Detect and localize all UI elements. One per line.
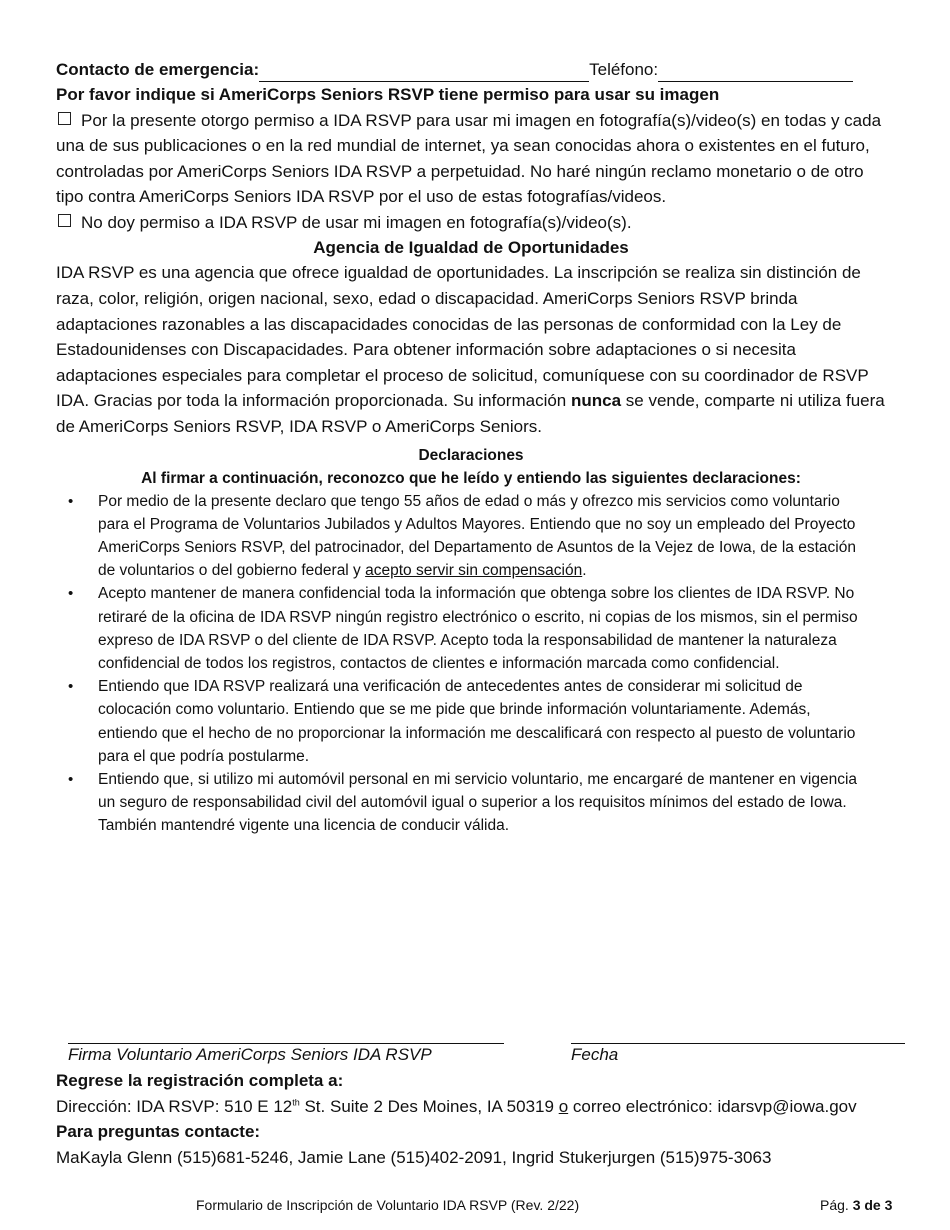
signature-line[interactable] (68, 1043, 504, 1044)
declaration-1-underlined: acepto servir sin compensación (365, 562, 583, 580)
grant-text: Por la presente otorgo permiso a IDA RSVP para usar mi imagen en fotografía(s)/video(s) en todas y cada una de sus publicaciones o en la red mundial de internet, ya sean conocidas ahora o existentes en el futuro, controladas por AmeriCorps Seniors IDA RSVP a perpetuidad. No haré ningún reclamo monetario o de otro tipo contra AmeriCorps Seniors IDA RSVP por el uso de estas fotografías/videos. (56, 110, 882, 207)
return-heading: Regrese la registración completa a: (56, 1071, 344, 1090)
page-prefix: Pág. (820, 1197, 853, 1213)
eo-text-after: se vende, comparte ni utiliza fuera de AmeriCorps Seniors RSVP, IDA RSVP o AmeriCorps Seniors. (56, 391, 885, 437)
declaration-item (56, 768, 886, 838)
document-page (56, 56, 886, 838)
emergency-contact-field[interactable] (259, 61, 589, 82)
bullet-icon: • (68, 585, 74, 603)
questions-contacts: MaKayla Glenn (515)681-5246, Jamie Lane (515)402-2091, Ingrid Stukerjurgen (515)975-3063 (56, 1147, 772, 1167)
equal-opportunity-text (56, 260, 886, 439)
declaration-2-text: Acepto mantener de manera confidencial toda la información que obtenga sobre los clientes de IDA RSVP. No retiraré de la oficina de IDA RSVP ningún registro electrónico o escrito, ni copias de los mismos, sin el permiso expreso de IDA RSVP o del cliente de IDA RSVP. Acepto toda la responsabilidad de mantener la naturaleza confidencial de todos los registros, contactos de clientes e información marcada como confidencial. (98, 585, 858, 673)
contact-info-section (56, 1068, 916, 1170)
eo-text-before: IDA RSVP es una agencia que ofrece igualdad de oportunidades. La inscripción se realiza sin distinción de raza, color, religión, origen nacional, sexo, edad o discapacidad. AmeriCorps Seniors RSVP brinda adaptaciones razonables a las discapacidades conocidas de las personas de conformidad con la Ley de Estadounidenses con Discapacidades. Para obtener información sobre adaptaciones o si necesita adaptaciones especiales para completar el proceso de solicitud, comuníquese con su coordinador de RSVP IDA. Gracias por toda la información proporcionada. Su información (56, 263, 869, 411)
declaration-1-end: . (582, 562, 587, 580)
declarations-list (56, 490, 886, 838)
declaration-item (56, 582, 886, 675)
eo-text-bold: nunca (571, 391, 622, 411)
image-permission-grant-option (56, 108, 886, 210)
footer-page-number (820, 1197, 892, 1213)
declaration-3-text: Entiendo que IDA RSVP realizará una verificación de antecedentes antes de considerar mi solicitud de colocación como voluntario. Entiendo que se me pide que brinde información voluntariamente. Además, entiendo que el hecho de no proporcionar la información me descalificará con respecto al puesto de voluntario para el que podría postularme. (98, 678, 856, 765)
address-prefix: Dirección: IDA RSVP: 510 E 12 (56, 1096, 293, 1116)
address-rest: St. Suite 2 Des Moines, IA 50319 (299, 1096, 559, 1116)
date-label: Fecha (571, 1045, 619, 1064)
email-part: correo electrónico: idarsvp@iowa.gov (568, 1096, 857, 1116)
questions-heading: Para preguntas contacte: (56, 1122, 261, 1141)
grant-checkbox[interactable] (58, 112, 71, 125)
bullet-icon: • (68, 678, 74, 696)
emergency-contact-label: Contacto de emergencia: (56, 59, 260, 79)
declaration-4-text: Entiendo que, si utilizo mi automóvil personal en mi servicio voluntario, me encargaré de mantener en vigencia un seguro de responsabilidad civil del automóvil igual o superior a los requisitos mínimos del estado de Iowa. También mantendré vigente una licencia de conducir válida. (98, 771, 858, 835)
signature-label: Firma Voluntario AmeriCorps Seniors IDA RSVP (68, 1045, 432, 1064)
address-sup: th (292, 1096, 300, 1107)
return-address (56, 1094, 916, 1120)
image-permission-heading: Por favor indique si AmeriCorps Seniors RSVP tiene permiso para usar su imagen (56, 85, 720, 104)
declaration-item (56, 490, 886, 583)
declaration-item (56, 675, 886, 768)
declarations-subheading: Al firmar a continuación, reconozco que he leído y entiendo las siguientes declaraciones: (141, 469, 801, 487)
date-line[interactable] (571, 1043, 905, 1044)
or-word: o (558, 1096, 569, 1116)
footer-form-title: Formulario de Inscripción de Voluntario IDA RSVP (Rev. 2/22) (196, 1197, 580, 1213)
bullet-icon: • (68, 492, 74, 510)
declaration-1-text: Por medio de la presente declaro que tengo 55 años de edad o más y ofrezco mis servicios como voluntario para el Programa de Voluntarios Jubilados y Adultos Mayores. Entiendo que no soy un empleado del Proyecto AmeriCorps Seniors RSVP, del patrocinador, del Departamento de Asuntos de la Vejez de Iowa, de la estación de voluntarios o del gobierno federal y (98, 492, 856, 580)
equal-opportunity-heading: Agencia de Igualdad de Oportunidades (313, 238, 629, 258)
deny-text: No doy permiso a IDA RSVP de usar mi imagen en fotografía(s)/video(s). (81, 212, 632, 232)
phone-field[interactable] (658, 61, 853, 82)
phone-label: Teléfono: (589, 59, 659, 79)
emergency-contact-row (56, 56, 886, 82)
deny-checkbox[interactable] (58, 214, 71, 227)
image-permission-deny-option (56, 210, 886, 236)
declarations-heading: Declaraciones (418, 446, 524, 464)
bullet-icon: • (68, 771, 74, 789)
page-number: 3 de 3 (852, 1197, 893, 1213)
